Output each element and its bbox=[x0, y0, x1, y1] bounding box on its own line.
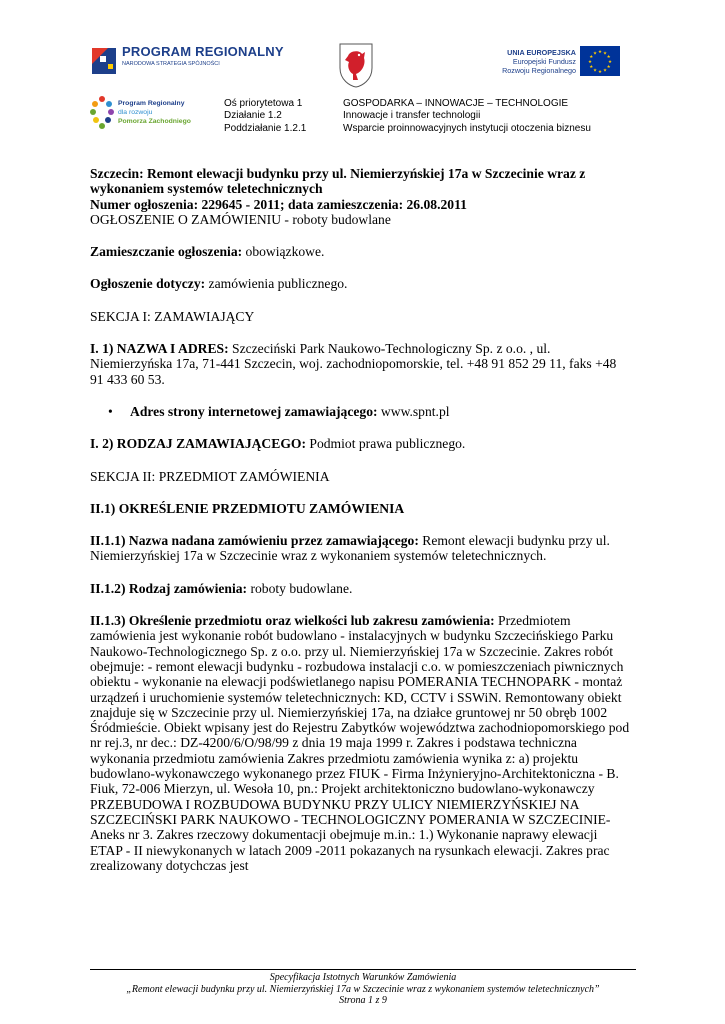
ppz-line2: dla rozwoju bbox=[118, 109, 153, 116]
voivodeship-crest-icon bbox=[338, 42, 374, 88]
website-list-item: • Adres strony internetowej zamawiającego: www.spnt.pl bbox=[108, 403, 450, 419]
program-regionalny-title: PROGRAM REGIONALNY bbox=[122, 44, 284, 59]
svg-text:★: ★ bbox=[607, 60, 613, 65]
announcement-number: Numer ogłoszenia: 229645 - 2011; data zamieszczenia: 26.08.2011 bbox=[90, 196, 467, 212]
pomorze-zachodnie-emblem-icon bbox=[88, 95, 116, 131]
program-theme: GOSPODARKA – INNOWACJE – TECHNOLOGIE bbox=[343, 98, 569, 109]
eu-line2: Europejski Fundusz bbox=[512, 57, 576, 66]
page-number: Strona 1 z 9 bbox=[339, 995, 387, 1007]
footer-spec-title: Specyfikacja Istotnych Warunków Zamówienia bbox=[269, 972, 457, 983]
svg-text:★: ★ bbox=[606, 65, 611, 70]
name-address-paragraph: I. 1) NAZWA I ADRES: Szczeciński Park Naukowo-Technologiczny Sp. z o.o. , ul. Niemierzyńska 17a, 71-441 Szczecin, woj. zachodniopomorskie, tel. +48 91 852 29 11, faks +48 91 433 60 53. bbox=[90, 341, 617, 387]
svg-text:★: ★ bbox=[587, 60, 593, 65]
svg-text:★: ★ bbox=[597, 50, 603, 55]
eu-line1: UNIA EUROPEJSKA bbox=[507, 48, 576, 57]
priority-axis-column bbox=[224, 98, 306, 135]
program-support: Wsparcie proinnowacyjnych instytucji otoczenia biznesu bbox=[343, 122, 591, 134]
section-2-heading: SEKCJA II: PRZEDMIOT ZAMÓWIENIA bbox=[90, 468, 330, 484]
footer-project-title: „Remont elewacji budynku przy ul. Niemierzyńskiej 17a w Szczecinie wraz z wykonaniem systemów teletechnicznych” bbox=[126, 983, 600, 995]
footer-divider bbox=[90, 969, 636, 970]
program-innovation: Innowacje i transfer technologii bbox=[343, 110, 481, 122]
eu-flag-icon bbox=[580, 46, 620, 76]
ii1-heading: II.1) OKREŚLENIE PRZEDMIOTU ZAMÓWIENIA bbox=[90, 500, 405, 516]
pomorze-zachodnie-logo bbox=[88, 95, 218, 137]
action: Działanie 1.2 bbox=[224, 110, 282, 122]
ppz-line1: Program Regionalny bbox=[118, 100, 185, 107]
svg-text:★: ★ bbox=[589, 65, 594, 70]
page-footer bbox=[90, 972, 636, 1007]
announcement-type: OGŁOSZENIE O ZAMÓWIENIU - roboty budowlane bbox=[90, 211, 391, 227]
program-regionalny-subtitle: NARODOWA STRATEGIA SPÓJNOŚCI bbox=[122, 61, 220, 67]
svg-text:★: ★ bbox=[602, 51, 608, 57]
svg-text:★: ★ bbox=[602, 68, 608, 74]
website-link[interactable]: www.spnt.pl bbox=[377, 403, 450, 419]
document-body bbox=[90, 166, 630, 873]
svg-text:★: ★ bbox=[606, 55, 611, 60]
placement-paragraph: Zamieszczanie ogłoszenia: obowiązkowe. bbox=[90, 244, 325, 260]
program-description-column bbox=[343, 98, 591, 135]
program-regionalny-logo bbox=[90, 42, 284, 84]
svg-text:★: ★ bbox=[597, 70, 603, 75]
section-1-heading: SEKCJA I: ZAMAWIAJĄCY bbox=[90, 308, 255, 324]
order-scope-paragraph: II.1.3) Określenie przedmiotu oraz wielkości lub zakresu zamówienia: Przedmiotem zamówienia jest wykonanie robót budowlano - instalacyjnych w budynku Szczecińskiego Parku Naukowo-Technologicznego Sp. z o.o. przy ul. Niemierzyńskiej 17a w Szczecinie. Zakres robót obejmuje: - remont elewacji budynku - rozbudowa instalacji c.o. w pomieszczeniach piwnicznych obiektu - wykonanie na elewacji podświetlanego napisu POMERANIA TECHNOPARK - montaż urządzeń i uruchomienie systemów teletechnicznych: KD, CCTV i SSWiN. Remontowany obiekt znajduje się w Szczecinie przy ul. Niemierzyńskiej 17a, na działce gruntowej nr 50 obręb 1002 Śródmieście. Obiekt wpisany jest do Rejestru Zabytków województwa zachodniopomorskiego pod nr rej.3, nr dec.: DZ-4200/6/O/98/99 z dnia 19 maja 1999 r. Zakres i podstawa techniczna wykonania przedmiotu zamówienia Zakres przedmiotu zamówienia wynika z: a) projektu budowlano-wykonawczego wykonanego przez FIUK - Firma Inżynieryjno-Architektoniczna - B. Fiuk, 72-006 Mierzyn, ul. Wesoła 10, pn.: Projekt architektoniczno budowlano-wykonawczy PRZEBUDOWA I ROZBUDOWA BUDYNKU PRZY ULICY NIEMIERZYŃSKIEJ NA SZCZECIŃSKI PARK NAUKOWO - TECHNOLOGICZNY POMERANIA W SZCZECINIE- Aneks nr 3. Zakres rzeczowy dokumentacji obejmuje m.in.: 1.) Wykonanie naprawy elewacji ETAP - II niewykonanych w latach 2009 -2011 pokazanych na rysunkach elewacji. Zakres prac zrealizowany dotychczas jest bbox=[90, 613, 630, 873]
svg-text:★: ★ bbox=[592, 68, 598, 74]
concerns-paragraph: Ogłoszenie dotyczy: zamówienia publicznego. bbox=[90, 276, 348, 292]
bullet-icon: • bbox=[108, 403, 113, 419]
eu-fund-logo bbox=[484, 44, 624, 84]
order-name-paragraph: II.1.1) Nazwa nadana zamówieniu przez zamawiającego: Remont elewacji budynku przy ul. Niemierzyńskiej 17a w Szczecinie wraz z wykonaniem systemów teletechnicznych. bbox=[90, 533, 610, 564]
ppz-line3: Pomorza Zachodniego bbox=[118, 118, 191, 125]
svg-text:★: ★ bbox=[589, 55, 594, 60]
program-regionalny-emblem-icon bbox=[90, 44, 120, 78]
sub-action: Poddziałanie 1.2.1 bbox=[224, 122, 307, 134]
svg-text:★: ★ bbox=[592, 51, 598, 57]
eu-line3: Rozwoju Regionalnego bbox=[502, 66, 576, 75]
document-title: Szczecin: Remont elewacji budynku przy ul. Niemierzyńskiej 17a w Szczecinie wraz z wykonaniem systemów teletechnicznych Numer ogłoszenia: 229645 - 2011; data zamieszczenia: 26.08.2011 OGŁOSZENIE O ZAMÓWIENIU - roboty budowlane bbox=[90, 166, 586, 227]
contracting-type-paragraph: I. 2) RODZAJ ZAMAWIAJĄCEGO: Podmiot prawa publicznego. bbox=[90, 436, 466, 452]
priority-axis: Oś priorytetowa 1 bbox=[224, 98, 303, 109]
order-type-paragraph: II.1.2) Rodzaj zamówienia: roboty budowlane. bbox=[90, 580, 353, 596]
